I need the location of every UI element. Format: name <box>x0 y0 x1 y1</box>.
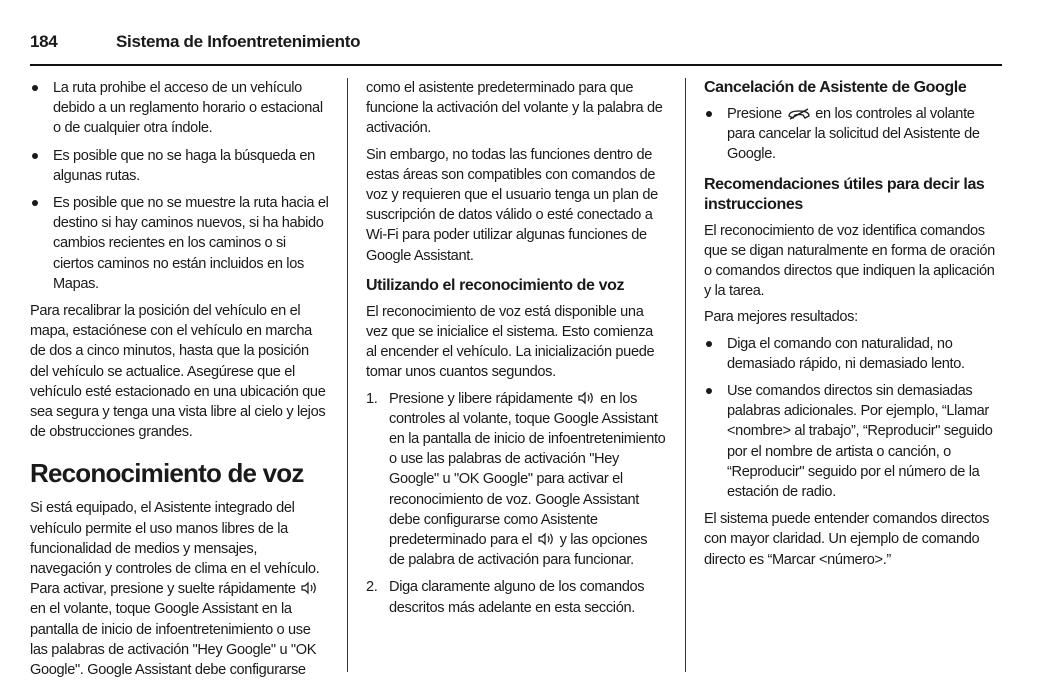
steps-list <box>366 389 666 618</box>
available-paragraph: El reconocimiento de voz está disponible una vez que se inicialice el sistema. Esto comienza al encender el vehículo. La inicialización puede tomar unos cuantos segundos. <box>366 303 655 381</box>
bullet-icon <box>706 341 712 347</box>
subheading-cancel: Cancelación de Asistente de Google <box>704 79 967 96</box>
list-item: 1. Presione y libere rápidamente en los controles al volante, toque Google Assistant en la pantalla de inicio de infoentretenimiento o use las palabras de activación "Hey Google" u "OK Google" para activar el reconocimiento de voz. Google Assistant debe configurarse como Asistente predeterminado para el y las opciones de palabra de activación para funcionar. <box>366 390 666 569</box>
voice-command-icon <box>537 531 555 547</box>
continued-paragraph: como el asistente predeterminado para que funcione la activación del volante y la palabra de activación. <box>366 80 663 137</box>
bullet-icon <box>32 153 38 159</box>
section-heading: Reconocimiento de voz <box>30 458 304 489</box>
recalibrate-paragraph: Para recalibrar la posición del vehículo en el mapa, estaciónese con el vehículo en marcha de dos a cinco minutos, hasta que la posición del vehículo se actualice. Asegúrese que el vehículo esté estacionado en una ubicación que sea segura y tenga una vista libre al cielo y lejos de obstrucciones grandes. <box>30 303 326 441</box>
route-limitations-list <box>30 78 330 294</box>
column-divider <box>685 78 686 672</box>
best-results-paragraph: Para mejores resultados: <box>704 309 858 326</box>
tips-list <box>704 334 1002 503</box>
page-number: 184 <box>30 32 58 51</box>
list-item: 2. Diga claramente alguno de los comandos descritos más adelante en esta sección. <box>366 579 645 616</box>
bullet-icon <box>32 85 38 91</box>
list-item: Es posible que no se muestre la ruta hacia el destino si hay caminos nuevos, si ha habido cambios recientes en los caminos o si ciertos caminos no están incluidos en los Mapas. <box>30 193 330 294</box>
subheading-using-voice: Utilizando el reconocimiento de voz <box>366 276 625 294</box>
page-header <box>30 30 1002 66</box>
clarity-paragraph: El sistema puede entender comandos directos con mayor claridad. Un ejemplo de comando directo es “Marcar <número>.” <box>704 511 990 568</box>
bullet-icon <box>32 200 38 206</box>
column-2 <box>366 78 666 625</box>
list-item: Es posible que no se haga la búsqueda en algunas rutas. <box>30 146 330 186</box>
not-all-paragraph: Sin embargo, no todas las funciones dentro de estas áreas son compatibles con comandos de voz y requieren que el usuario tenga un plan de suscripción de datos válido o esté conectado a Wi-Fi para poder utilizar algunas funciones de Google Assistant. <box>366 146 658 264</box>
list-item: La ruta prohibe el acceso de un vehículo debido a un reglamento horario o estacional o de cualquier otra índole. <box>30 78 330 139</box>
column-1 <box>30 78 330 686</box>
bullet-icon <box>706 388 712 394</box>
list-item: Use comandos directos sin demasiadas palabras adicionales. Por ejemplo, “Llamar <nombre> al trabajo”, “Reproducir" seguido por el nombre de artista o canción, o “Reproducir" seguido por el número de la estación de radio. <box>704 381 1002 502</box>
page-title: Sistema de Infoentretenimiento <box>116 32 361 51</box>
voice-command-icon <box>300 580 318 596</box>
subheading-tips: Recomendaciones útiles para decir las instrucciones <box>704 175 985 213</box>
end-call-icon <box>787 107 811 121</box>
column-divider <box>347 78 348 672</box>
identifies-paragraph: El reconocimiento de voz identifica comandos que se digan naturalmente en forma de oración o comandos directos que indiquen la aplicación y la tarea. <box>704 222 995 300</box>
voice-intro-paragraph: Si está equipado, el Asistente integrado del vehículo permite el uso manos libres de la funcionalidad de medios y mensajes, navegación y controles de clima en el vehículo. Para activar, presione y suelte rápidamente en el volante, toque Google Assistant en la pantalla de inicio de infoentretenimiento o use las palabras de activación "Hey Google" u "OK Google". Google Assistant debe configurarse <box>30 500 320 679</box>
list-item: Diga el comando con naturalidad, no demasiado rápido, ni demasiado lento. <box>704 334 1002 374</box>
bullet-icon <box>706 111 712 117</box>
column-3 <box>704 78 1002 576</box>
list-item: Presione en los controles al volante para cancelar la solicitud del Asistente de Google. <box>704 104 1002 165</box>
voice-command-icon <box>577 390 595 406</box>
cancel-list <box>704 104 1002 165</box>
